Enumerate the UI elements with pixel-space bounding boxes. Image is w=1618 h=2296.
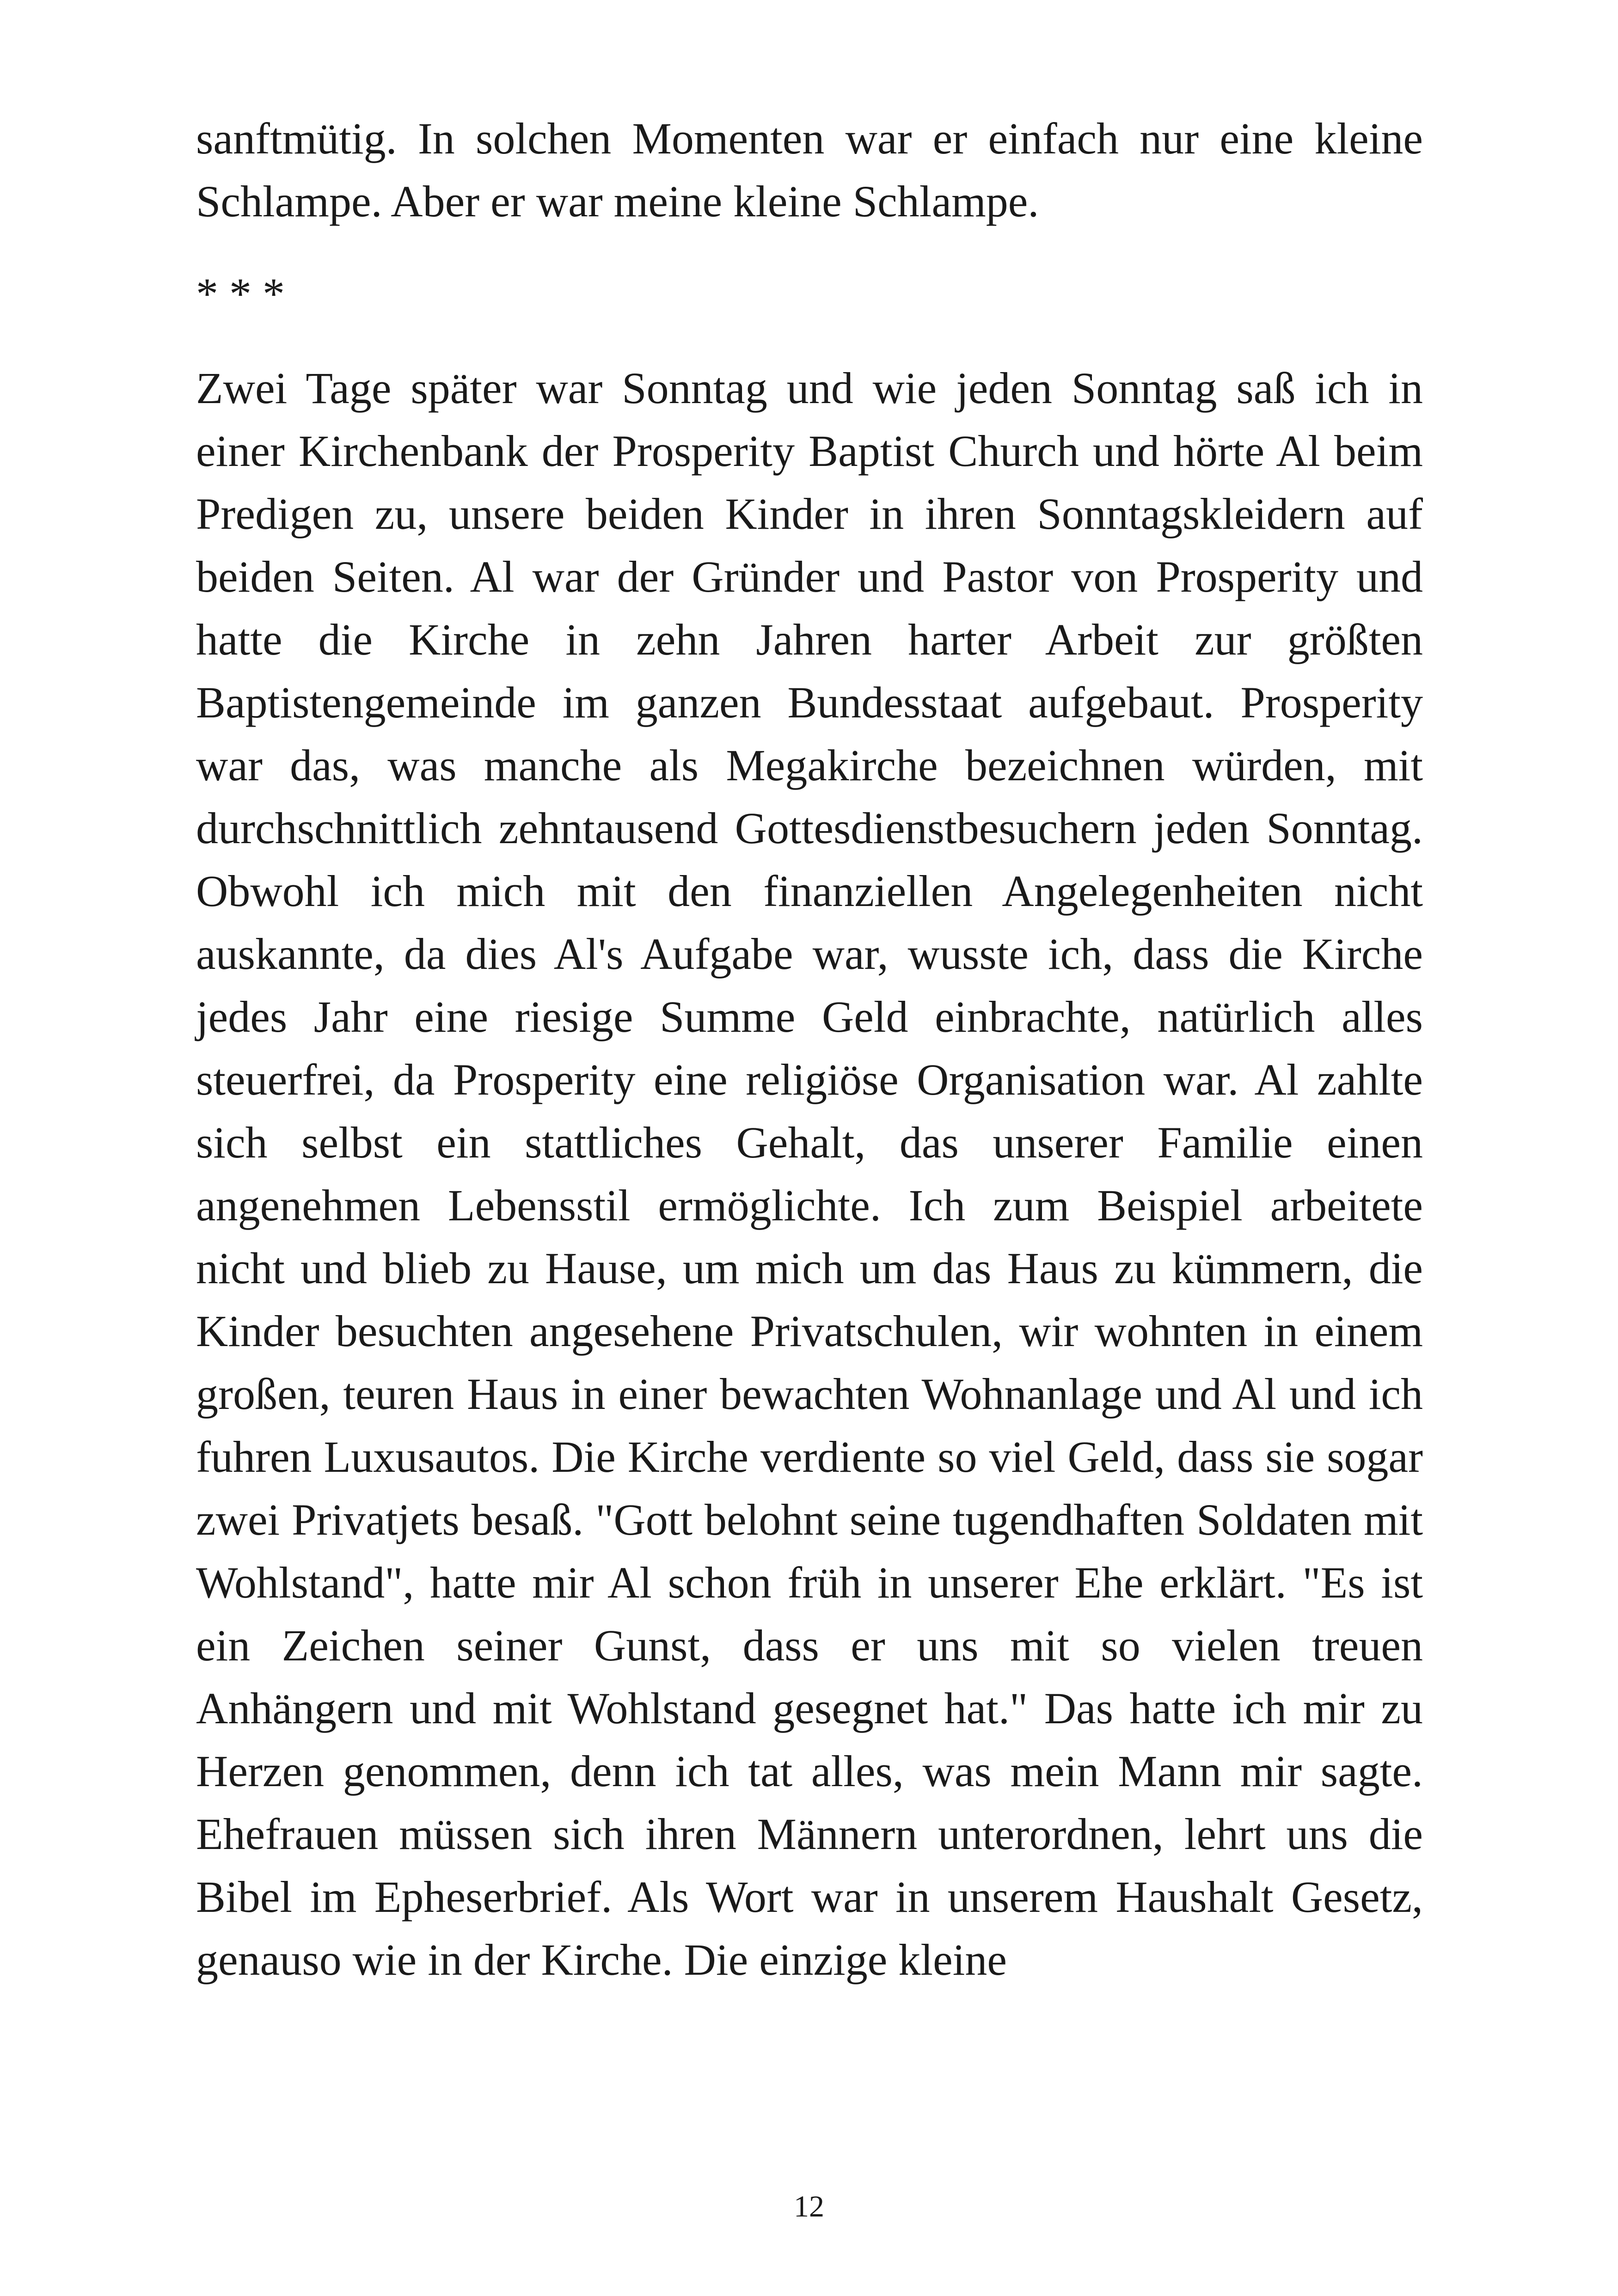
paragraph-main: Zwei Tage später war Sonntag und wie jeden Sonntag saß ich in einer Kirchenbank der Prosperity Baptist Church und hörte Al beim Predigen zu, unsere beiden Kinder in ihren Sonntagskleidern auf beiden Seiten. Al war der Gründer und Pastor von Prosperity und hatte die Kirche in zehn Jahren harter Arbeit zur größten Baptistengemeinde im ganzen Bundesstaat aufgebaut. Prosperity war das, was manche als Megakirche bezeichnen würden, mit durchschnittlich zehntausend Gottesdienstbesuchern jeden Sonntag. Obwohl ich mich mit den finanziellen Angelegenheiten nicht auskannte, da dies Al's Aufgabe war, wusste ich, dass die Kirche jedes Jahr eine riesige Summe Geld einbrachte, natürlich alles steuerfrei, da Prosperity eine religiöse Organisation war. Al zahlte sich selbst ein stattliches Gehalt, das unserer Familie einen angenehmen Lebensstil ermöglichte. Ich zum Beispiel arbeitete nicht und blieb zu Hause, um mich um das Haus zu kümmern, die Kinder besuchten angesehene Privatschulen, wir wohnten in einem großen, teuren Haus in einer bewachten Wohnanlage und Al und ich fuhren Luxusautos. Die Kirche verdiente so viel Geld, dass sie sogar zwei Privatjets besaß. "Gott belohnt seine tugendhaften Soldaten mit Wohlstand", hatte mir Al schon früh in unserer Ehe erklärt. "Es ist ein Zeichen seiner Gunst, dass er uns mit so vielen treuen Anhängern und mit Wohlstand gesegnet hat." Das hatte ich mir zu Herzen genommen, denn ich tat alles, was mein Mann mir sagte. Ehefrauen müssen sich ihren Männern unterordnen, lehrt uns die Bibel im Epheserbrief. Als Wort war in unserem Haushalt Gesetz, genauso wie in der Kirche. Die einzige kleine	[196, 363, 1423, 1984]
scene-separator: * * *	[196, 269, 285, 318]
page-number: 12	[794, 2190, 824, 2223]
paragraph-continued: sanftmütig. In solchen Momenten war er einfach nur eine kleine Schlampe. Aber er war meine kleine Schlampe.	[196, 114, 1423, 226]
